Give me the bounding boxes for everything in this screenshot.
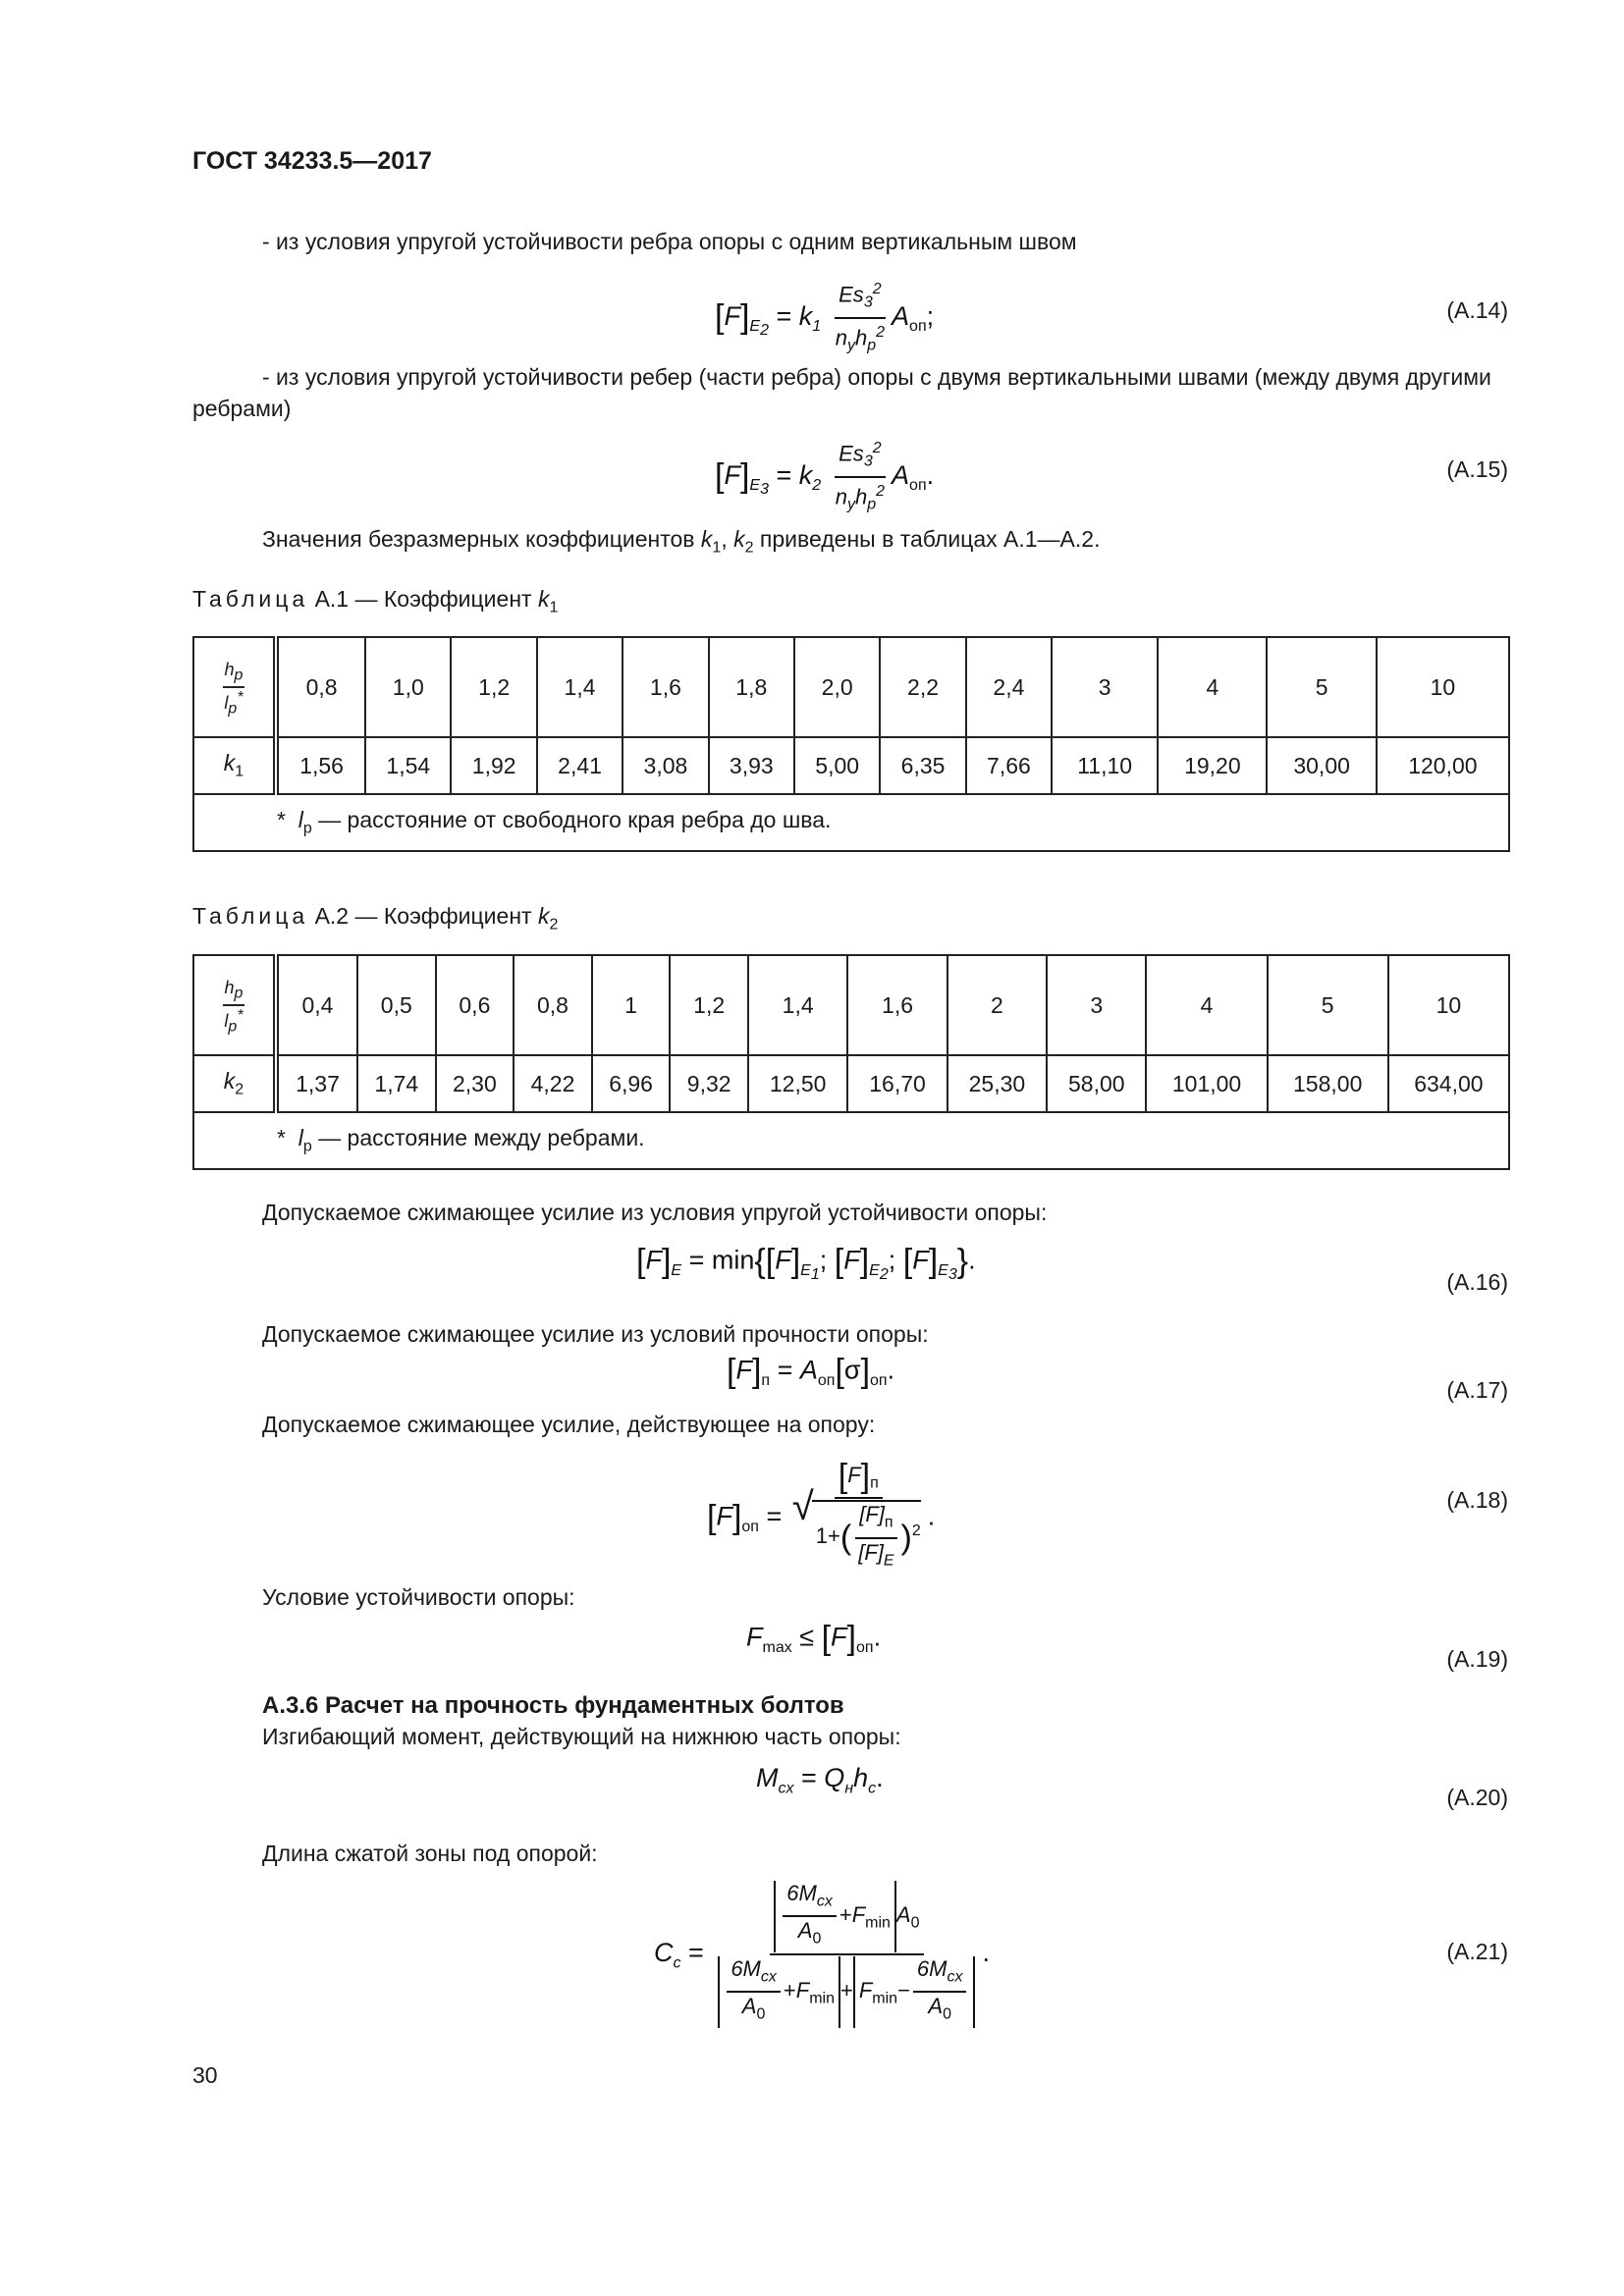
table1-value-cell: 6,35	[880, 737, 965, 794]
table2-header-cell: 4	[1146, 955, 1267, 1055]
equation-number-a14: (А.14)	[1446, 297, 1508, 323]
table2-value-cell: 58,00	[1047, 1055, 1146, 1112]
table2-header-cell: 2	[947, 955, 1047, 1055]
table1-caption: Таблица А.1 — Коэффициент $k_1$	[192, 586, 559, 616]
formula-a15: $[F]_{E_3} = k_2$ $\frac{Es_3^2}{n_yh_p^2}$ $A_{оп}$.	[715, 436, 934, 517]
formula-a21: $C_c$ = $\frac{6M_{cx}}{A_0}$ $+F_{min}$ $A_0$ $\frac{6M_{cx}}{A_0}$ $+F_{min} + F_{min}-$ $\frac{6M_{cx}}{A_0}$ .	[654, 1881, 990, 2028]
table2-caption-rest: А.2 — Коэффициент	[308, 903, 538, 929]
table1-header-cell: 0,8	[276, 637, 365, 737]
table2-value-cell: 158,00	[1268, 1055, 1388, 1112]
table1-k-label: $k_1$	[193, 737, 276, 794]
table1-value-cell: 3,93	[709, 737, 794, 794]
table1-caption-word: Таблица	[192, 586, 309, 612]
formula-a16: $[F]_E = \min\{[F]_{E_1}$; $[F]_{E_2}$; $[F]_{E_3}$}.	[636, 1243, 976, 1284]
coefficients-text-end: приведены в таблицах А.1—А.2.	[753, 526, 1101, 552]
table1-header-cell: 5	[1267, 637, 1376, 737]
equation-number-a16: (А.16)	[1446, 1269, 1508, 1295]
paragraph-bending-moment: Изгибающий момент, действующий на нижнюю часть опоры:	[262, 1724, 901, 1749]
formula-a17: $[F]_п = A_{оп}[\sigma]_{оп}$.	[727, 1353, 895, 1390]
formula-a18: $[F]_{оп}$ = $[F]_п$ √ 1+( $\frac{[F]_п}{[F]_E}$ )$^2$ .	[707, 1463, 935, 1574]
table2-header-cell: 0,5	[357, 955, 436, 1055]
table2-value-cell: 16,70	[847, 1055, 947, 1112]
equation-number-a17: (А.17)	[1446, 1377, 1508, 1403]
table1-header-row	[193, 637, 1509, 737]
table1-value-cell: 1,54	[365, 737, 451, 794]
table1-ratio-cell: $\frac{h_p}{l_p^*}$	[193, 637, 276, 737]
table2-value-cell: 101,00	[1146, 1055, 1267, 1112]
paragraph-one-weld: - из условия упругой устойчивости ребра опоры с одним вертикальным швом	[262, 229, 1077, 254]
table2-header-cell: 0,8	[514, 955, 592, 1055]
table2-header-cell: 1	[592, 955, 671, 1055]
table2-ratio-cell: $\frac{h_p}{l_p^*}$	[193, 955, 276, 1055]
table1-header-cell: 10	[1377, 637, 1509, 737]
table2-header-cell: 1,2	[670, 955, 748, 1055]
table2-caption: Таблица А.2 — Коэффициент $k_2$	[192, 903, 559, 934]
table2-note-text: — расстояние между ребрами.	[311, 1125, 645, 1151]
paragraph-coefficients: Значения безразмерных коэффициентов $k_1$, $k_2$ приведены в таблицах А.1—А.2.	[262, 526, 1101, 557]
table1-value-cell: 1,56	[276, 737, 365, 794]
table1-value-cell: 7,66	[966, 737, 1052, 794]
table2-value-cell: 1,37	[276, 1055, 357, 1112]
equation-number-a19: (А.19)	[1446, 1646, 1508, 1672]
paragraph-compressed-zone: Длина сжатой зоны под опорой:	[262, 1841, 598, 1866]
table1-header-cell: 1,6	[623, 637, 708, 737]
table2-header-cell: 0,6	[436, 955, 514, 1055]
paragraph-two-welds: - из условия упругой устойчивости ребер (части ребра) опоры с двумя вертикальными швами (между двумя другими ребрами)	[192, 364, 1491, 421]
page-number: 30	[192, 2062, 218, 2088]
table1-header-cell: 1,2	[451, 637, 536, 737]
table2-value-cell: 2,30	[436, 1055, 514, 1112]
table1-note-text: — расстояние от свободного края ребра до шва.	[311, 807, 832, 833]
table1-footnote: * $l_p$ — расстояние от свободного края ребра до шва.	[193, 794, 1509, 851]
table2-value-row	[193, 1055, 1509, 1112]
table2-note-row	[193, 1112, 1509, 1169]
table1-header-cell: 3	[1052, 637, 1158, 737]
formula-a14: $[F]_{E_2} = k_1$ $\frac{Es_3^2}{n_yh_p^2}$ $A_{оп}$;	[715, 277, 934, 358]
table1-value-cell: 120,00	[1377, 737, 1509, 794]
table-k1	[192, 636, 1510, 852]
coefficients-text-start: Значения безразмерных коэффициентов	[262, 526, 701, 552]
paragraph-strength: Допускаемое сжимающее усилие из условий прочности опоры:	[262, 1321, 929, 1347]
table2-header-cell: 10	[1388, 955, 1509, 1055]
formula-a20: $M_{cx} = Q_нh_c$.	[756, 1763, 884, 1797]
table1-value-cell: 3,08	[623, 737, 708, 794]
table2-header-row	[193, 955, 1509, 1055]
paragraph-stability-condition: Условие устойчивости опоры:	[262, 1584, 575, 1610]
table2-footnote: * $l_p$ — расстояние между ребрами.	[193, 1112, 1509, 1169]
table2-header-cell: 1,6	[847, 955, 947, 1055]
table2-value-cell: 1,74	[357, 1055, 436, 1112]
table2-value-cell: 9,32	[670, 1055, 748, 1112]
table2-header-cell: 0,4	[276, 955, 357, 1055]
equation-number-a21: (А.21)	[1446, 1939, 1508, 1964]
section-title: А.3.6 Расчет на прочность фундаментных болтов	[262, 1692, 844, 1719]
table2-k-label: $k_2$	[193, 1055, 276, 1112]
paragraph-elastic-stability: Допускаемое сжимающее усилие из условия упругой устойчивости опоры:	[262, 1200, 1048, 1225]
table2-header-cell: 1,4	[748, 955, 847, 1055]
table1-value-cell: 5,00	[794, 737, 880, 794]
table1-value-cell: 11,10	[1052, 737, 1158, 794]
table1-header-cell: 2,4	[966, 637, 1052, 737]
table1-value-cell: 30,00	[1267, 737, 1376, 794]
table1-value-cell: 2,41	[537, 737, 623, 794]
table1-value-cell: 1,92	[451, 737, 536, 794]
formula-a19: $F_{max} \le [F]_{оп}$.	[746, 1620, 882, 1657]
table1-header-cell: 2,0	[794, 637, 880, 737]
equation-number-a15: (А.15)	[1446, 456, 1508, 482]
table1-header-cell: 4	[1158, 637, 1267, 737]
table1-caption-rest: А.1 — Коэффициент	[308, 586, 538, 612]
table2-value-cell: 12,50	[748, 1055, 847, 1112]
table2-value-cell: 25,30	[947, 1055, 1047, 1112]
equation-number-a18: (А.18)	[1446, 1487, 1508, 1513]
table1-value-cell: 19,20	[1158, 737, 1267, 794]
table1-note-row	[193, 794, 1509, 851]
table1-value-row	[193, 737, 1509, 794]
table2-value-cell: 6,96	[592, 1055, 671, 1112]
equation-number-a20: (А.20)	[1446, 1785, 1508, 1810]
table1-header-cell: 1,8	[709, 637, 794, 737]
table2-header-cell: 5	[1268, 955, 1388, 1055]
table2-value-cell: 4,22	[514, 1055, 592, 1112]
table1-header-cell: 1,0	[365, 637, 451, 737]
table-k2	[192, 954, 1510, 1170]
table2-header-cell: 3	[1047, 955, 1146, 1055]
table1-header-cell: 2,2	[880, 637, 965, 737]
document-header: ГОСТ 34233.5—2017	[192, 147, 432, 175]
paragraph-acting-force: Допускаемое сжимающее усилие, действующее на опору:	[262, 1412, 876, 1437]
table1-header-cell: 1,4	[537, 637, 623, 737]
table2-caption-word: Таблица	[192, 903, 309, 929]
table2-value-cell: 634,00	[1388, 1055, 1509, 1112]
